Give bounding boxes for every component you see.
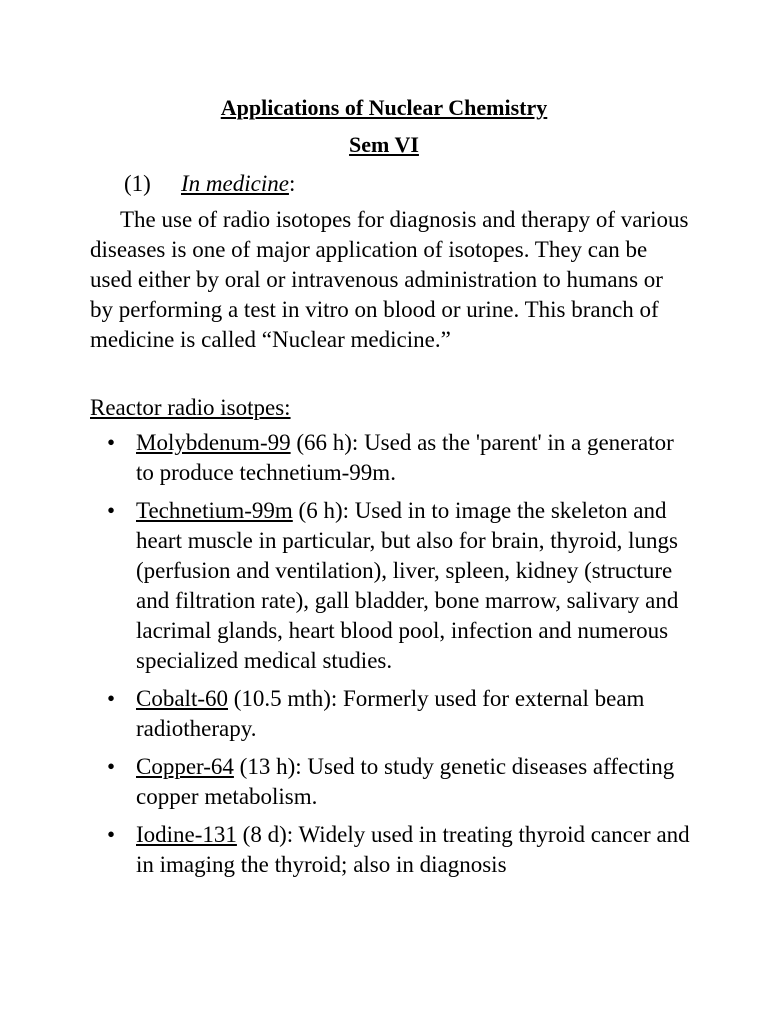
isotope-name: Iodine-131 bbox=[136, 822, 237, 847]
isotope-description: (6 h): Used in to image the skeleton and heart muscle in particular, but also for brain, thyroid, lungs (perfusion and ventilation), liver, spleen, kidney (structure and filtration rate), gall bladder, bone marrow, salivary and lacrimal glands, heart blood pool, infection and numerous specialized medical studies. bbox=[136, 498, 679, 673]
isotope-name: Cobalt-60 bbox=[136, 686, 228, 711]
isotope-list bbox=[107, 428, 697, 888]
isotope-name: Molybdenum-99 bbox=[136, 430, 291, 455]
bullet-icon: • bbox=[107, 498, 116, 523]
isotope-description: (66 h): Used as the 'parent' in a generator to produce technetium-99m. bbox=[136, 430, 674, 485]
bullet-icon: • bbox=[107, 822, 116, 847]
document-title: Applications of Nuclear Chemistry bbox=[220, 95, 548, 120]
isotope-description: (8 d): Widely used in treating thyroid cancer and in imaging the thyroid; also in diagnosis bbox=[136, 822, 690, 877]
bullet-icon: • bbox=[107, 430, 116, 455]
isotope-description: (13 h): Used to study genetic diseases affecting copper metabolism. bbox=[136, 754, 675, 809]
list-item bbox=[107, 496, 697, 676]
section-topic: In medicine bbox=[181, 171, 289, 196]
bullet-icon: • bbox=[107, 754, 116, 779]
isotope-description: (10.5 mth): Formerly used for external beam radiotherapy. bbox=[136, 686, 645, 741]
intro-paragraph: The use of radio isotopes for diagnosis and therapy of various diseases is one of major application of isotopes. They can be used either by oral or intravenous administration to humans or by performing a test in vitro on blood or urine. This branch of medicine is called “Nuclear medicine.” bbox=[90, 207, 689, 352]
section-number: (1) bbox=[124, 171, 151, 196]
bullet-icon: • bbox=[107, 686, 116, 711]
list-item bbox=[107, 684, 697, 744]
reactor-isotopes-heading: Reactor radio isotpes: bbox=[90, 395, 291, 420]
section-heading bbox=[124, 169, 295, 199]
isotope-name: Copper-64 bbox=[136, 754, 234, 779]
document-subtitle: Sem VI bbox=[349, 132, 419, 157]
section-topic-suffix: : bbox=[288, 171, 296, 196]
list-item bbox=[107, 820, 697, 880]
list-item bbox=[107, 752, 697, 812]
isotope-name: Technetium-99m bbox=[136, 498, 293, 523]
list-item bbox=[107, 428, 697, 488]
